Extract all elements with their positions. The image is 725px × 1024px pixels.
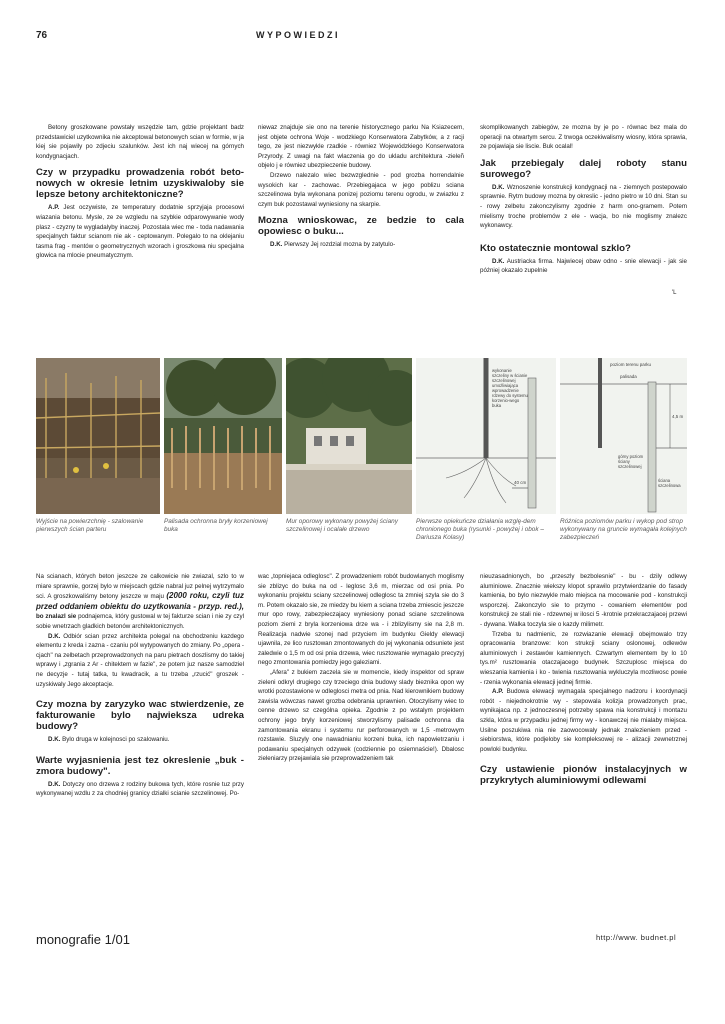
speaker-initials: A.P.: [48, 204, 60, 212]
paragraph: niewaz znajduje sie ono na terenie historycznego parku Na Ksiazecem, jest objete ochrona Woje - wodzkiego Konserwatora Zabytków, a z racji tego, ze jest niezwykle rzadkie - równiez Wojewódzkiego Konserwatora Przyrody. Z uwagi na fakt wlaczenia go do ukladu architektura -zieleñ objelo j e równiez ubezpieczenie budowy.: [258, 124, 464, 170]
speaker-initials: A.P.: [492, 688, 504, 696]
question-heading: Warte wyjasnienia jest tez okreslenie „buk - zmora budowy".: [36, 754, 244, 777]
website-url: http://www. budnet.pl: [596, 933, 677, 942]
sketch-label: górny poziom ściany szczelinowej: [618, 454, 644, 469]
speaker-initials: D.K.: [492, 257, 505, 265]
top-column-1: [36, 123, 244, 261]
sketch-label: wykonanie szczeliny w ścianie szczelinowej umożliwiająca wprowadzenie rdzewy do systemu korzenio-wego buka: [492, 368, 528, 408]
photo-excavation: [36, 358, 160, 514]
paragraph: nieuzasadnionych, bo „przeszly bezbolesnie" - bu - dzily odlewy aluminiowe. Znacznie wiekszy klopot sprawilo przytwierdzanie do fasady kamienia, bo bylo niezwykle malo miejsca na mocowanie pod - konstrukcji wsporczej. Zakonczylo sie to przymo - cowaniem elementów pod konstrukcji ze stali nie - rdzewnej w ilosci 5 -krotnie przekraczajacej przewi - dywana. Walka toczyla sie o kazdy milimetr.: [480, 573, 687, 628]
question-heading: Czy w przypadku prowadzenia robót beto-nowych w okresie letnim uzyskiwaloby sie lepsze betony architektoniczne?: [36, 167, 244, 201]
paragraph: Trzeba tu nadmienic, ze rozwiazanie elewacji obejmowalo trzy opracowania branzowe: kon strukcji sciany oslonowej, odlewów aluminiowych i zestawów kamiennych. Czwartym elementem by lo 10 tys.m² rusztowania otaczajacego budynek. Szczuplosc miejsca do wieszania kamienia i ko - twienia rusztowania wykluczyla mozliwosc powie - rzenia wykonania elewacji jednej firmie.: [480, 630, 687, 686]
paragraph: D.K. Dotyczy ono drzewa z rodziny bukowa tych, które rosnie tuz przy wykonywanej wzdlu z za chodniej granicy dzialki scianie szczelinowej. Po-: [36, 780, 244, 798]
photo-retaining-wall: [286, 358, 412, 514]
top-column-2: [258, 123, 464, 250]
page-number: 76: [36, 30, 48, 41]
sketch-label: poziom terenu parku: [610, 362, 652, 367]
photo-palisade: [164, 358, 282, 514]
paragraph: D.K. Bylo druga w kolejnosci po szalowaniu.: [48, 736, 170, 744]
photo-caption: Mur oporowy wykonany powyżej ściany szczelinowej i ocalałe drzewo: [286, 518, 398, 533]
paragraph: D.K. Pierwszy Jej rozdzial mozna by zatytulo-: [270, 241, 396, 249]
speaker-initials: D.K.: [492, 183, 505, 191]
journal-name: monografie 1/01: [36, 932, 130, 947]
paragraph: D.K. Austriacka firma. Najwiecej obaw odno - snie elewacji - jak sie póżniej okazalo zupelnie: [480, 257, 687, 275]
top-column-3: [480, 123, 687, 276]
sketch-label: ściana szczelinowa: [658, 478, 681, 488]
paragraph: A.P. Budowa elewacji wymagala specjalnego nadzoru i koordynacji robót - niejednokrotnie wy - stepowala kolizja prowadzonych prac, wynikajaca np. z jednoczesnej potrzeby spawa nia konstrukcji i montazu szkla, która w przypadku jednej firmy wy - konawczej nie mialaby miejsca. Usilne poszukiwa nia nie zaowocowaly jednak znalezieniem przed - siebiorstwa, które podjeloby sie kompleksowej re - alizacji zewnetrznej powloki budynku.: [480, 688, 687, 753]
photo-caption: Palisada ochronna bryły korzeniowej buka: [164, 518, 268, 533]
speaker-initials: D.K.: [270, 241, 283, 249]
paragraph: skomplikowanych zabiegów, ze mozna by je po - równac bez mala do operacji na otwartym sercu. Z trwoga oczekiwalismy wiosny, która sprawia, ze pojawiaja sie liscie. Buk ocalal!: [480, 124, 687, 151]
paragraph: Na scianach, których beton jeszcze ze calkowicie nie zwiazal, szlo to w miare sprawnie, gorzej bylo w miejscach gdzie nabral juz pelnej wytrzymalo sci. A groszkowaliśmy betony jeszcze w maju (2000 roku, czyli tuz przed oddaniem obiektu do uzytkowania - przyp. red.), bo znalazl sie podnajemca, który gustowal w tej fakturze scian i nie zy czyl sobie wnetrzach gladkich betonów architektonicznych.: [36, 573, 244, 630]
paragraph: Betony groszkowane powstały wszędzie tam, gdzie projektant badz przedstawiciel uzytkownika nie akceptowal betonowych scian w formie, w ja kiej sie pojawily po zdjeciu szalunków. Jest ich naj wiecej na górnych kondygnacjach.: [36, 124, 244, 160]
photo-caption: Pierwsze opiekuńcze działania wzglę-dem chronionego buka (rysunki - powyżej i obok – Dariusza Kolasy): [416, 518, 544, 541]
sketch-tree-protection: [416, 358, 556, 514]
stray-mark: 'L: [672, 290, 677, 296]
photo-caption: Różnica poziomów parku i wykop pod strop wykonywany na gruncie wymagała kolejnych zabezpieczeń: [560, 518, 687, 541]
bottom-column-3: [480, 572, 687, 789]
question-heading: Mozna wnioskowac, ze bedzie to cala opowiesc o buku...: [258, 215, 464, 238]
question-heading: Czy mozna by zaryzyko wac stwierdzenie, ze fakturowanie bylo najwieksza udreka budowy?: [36, 699, 244, 733]
photo-strip: [36, 358, 687, 570]
speaker-initials: D.K.: [48, 780, 61, 788]
paragraph: wac „topniejaca odleglosc". Z prowadzeniem robót budowlanych moglismy sie zblizyc do buka na od - leglosc 3,6 m, mierzac od osi pnia. Po wykonaniu projektu sciany szczelinowej odleglosc ta zmniej szyla sie do 3 m. Potem okazalo sie, ze miedzy bu kiem a sciana trzeba zmiescic jeszcze mur opo rowy, zabezpieczajacy wyniesiony ponad sciane szczelinowa poziom ziemi z bryla korzeniowa drze wa - i zblizylismy sie na 2,8 m. Realizacja nadwie szonej nad przyciem im budynku Gieldy elewacji ujawnila, ze lico rusztowan zmontowanych do jej wykonania odsuniete jest zaledwie o 1,5 m od osi pnia drzewa, wiec rusztowanie wymagalo precyzyj nego zmontowania pomiedzy jego galeziami.: [258, 573, 464, 667]
photo-caption: Wyjście na powierzchnię - szalowanie pierwszych ścian parteru: [36, 518, 144, 533]
speaker-initials: D.K.: [48, 632, 61, 640]
sketch-label: 40 cm: [514, 480, 527, 485]
sketch-level-difference: [560, 358, 687, 514]
paragraph: „Afera" z bukiem zaczela sie w momencie, kiedy inspektor od spraw zieleni odkryl drugiego czy trzeciego dnia budowy slady bieznika opon wy wrotki pozostawione w odleglosci metra od pnia. Nad kierownikiem budowy zawisla wówczas nawet grozba odebrania uprawnien. Otoczylismy wiec to cenne drzewo sz czególna opieka. Zgodnie z po wstalym projektem ochrony jego bryly korzeniowej stworzylismy palisade ochronna dla zamontowania ekranu i systemu rur perforowanych w 1,5 -metrowym rozstawie. Sluzyly one nawadnianiu korzeni buka, ich napowietrzaniu i podawaniu specjalnych odzywek (codziennie po osiemnaście!). Dbalosc zieleniarzy przejawiala sie przeprowadzeniem tak: [258, 668, 465, 763]
paragraph: D.K. Odbiór scian przez architekta polegal na obchodzeniu kazdego elementu z kreda i zazna - czaniu pól wytypowanych do zmiany. Po „opera - cjach" na zelbetach przeprowadzonych na paru pietrach doszlismy do takiej wprawy i „zgrania z Ar - chitektem w fazie", ze potem juz nasze samodziel ne decyzje - tutaj tatka, tu kwadracik, a tu trzeba „rzucić" groszek - uzyskiwaly Jego akceptacje.: [36, 632, 244, 688]
section-header: WYPOWIEDZI: [256, 30, 340, 40]
bottom-column-2: [258, 572, 464, 764]
sketch-label: palisada: [620, 374, 637, 379]
paragraph: A.P. Jest oczywiste, ze temperatury dodatnie sprzyjaja procesowi wiazania betonu. Mysle, ze ze wzgledu na szybkie odparowywanie wody plasz - czyzny te wygladalyby inaczej. Pozostala wiec me - toda nadawania specjalnych faktur scianom nie ak - ceptowanym. Polegalo to na oklejaniu tasma frag - mentów o geometrycznych wzorach i groszkowa niu specjalna glowica na mlocie pneumatycznym.: [36, 204, 244, 260]
paragraph: D.K. Wznoszenie konstrukcji kondygnacji na - ziemnych postepowalo sprawnie. Rytm budowy mozna by okreslic - jedno pietro w 10 dni. Stan su - rowy zelbetu zakonczylismy zgodnie z harm ono-gramem. Potem mielismy troche problemów z ele - wacja, bo nie moglismy znalezc wykonawcy.: [480, 183, 687, 230]
question-heading: Kto ostatecznie montowal szklo?: [480, 242, 631, 254]
sketch-label: 4,5 m: [672, 414, 684, 419]
question-heading: Czy ustawienie pionów instalacyjnych w przykrytych aluminiowymi odlewami: [480, 764, 687, 787]
paragraph: Drzewo nalezalo wiec bezwzglednie - pod grozba horrendalnie wysokich kar - zachowac. Przebiegajaca w jego poblizu sciana szczelinowa byla wykonana ponizej poziomu terenu ogrodu, w zwiazku z czym buk pozostawal wyniesiony na skarpie.: [258, 171, 464, 208]
question-heading: Jak przebiegaly dalej roboty stanu surowego?: [480, 157, 687, 180]
bottom-column-1: [36, 572, 244, 799]
speaker-initials: D.K.: [48, 736, 61, 744]
